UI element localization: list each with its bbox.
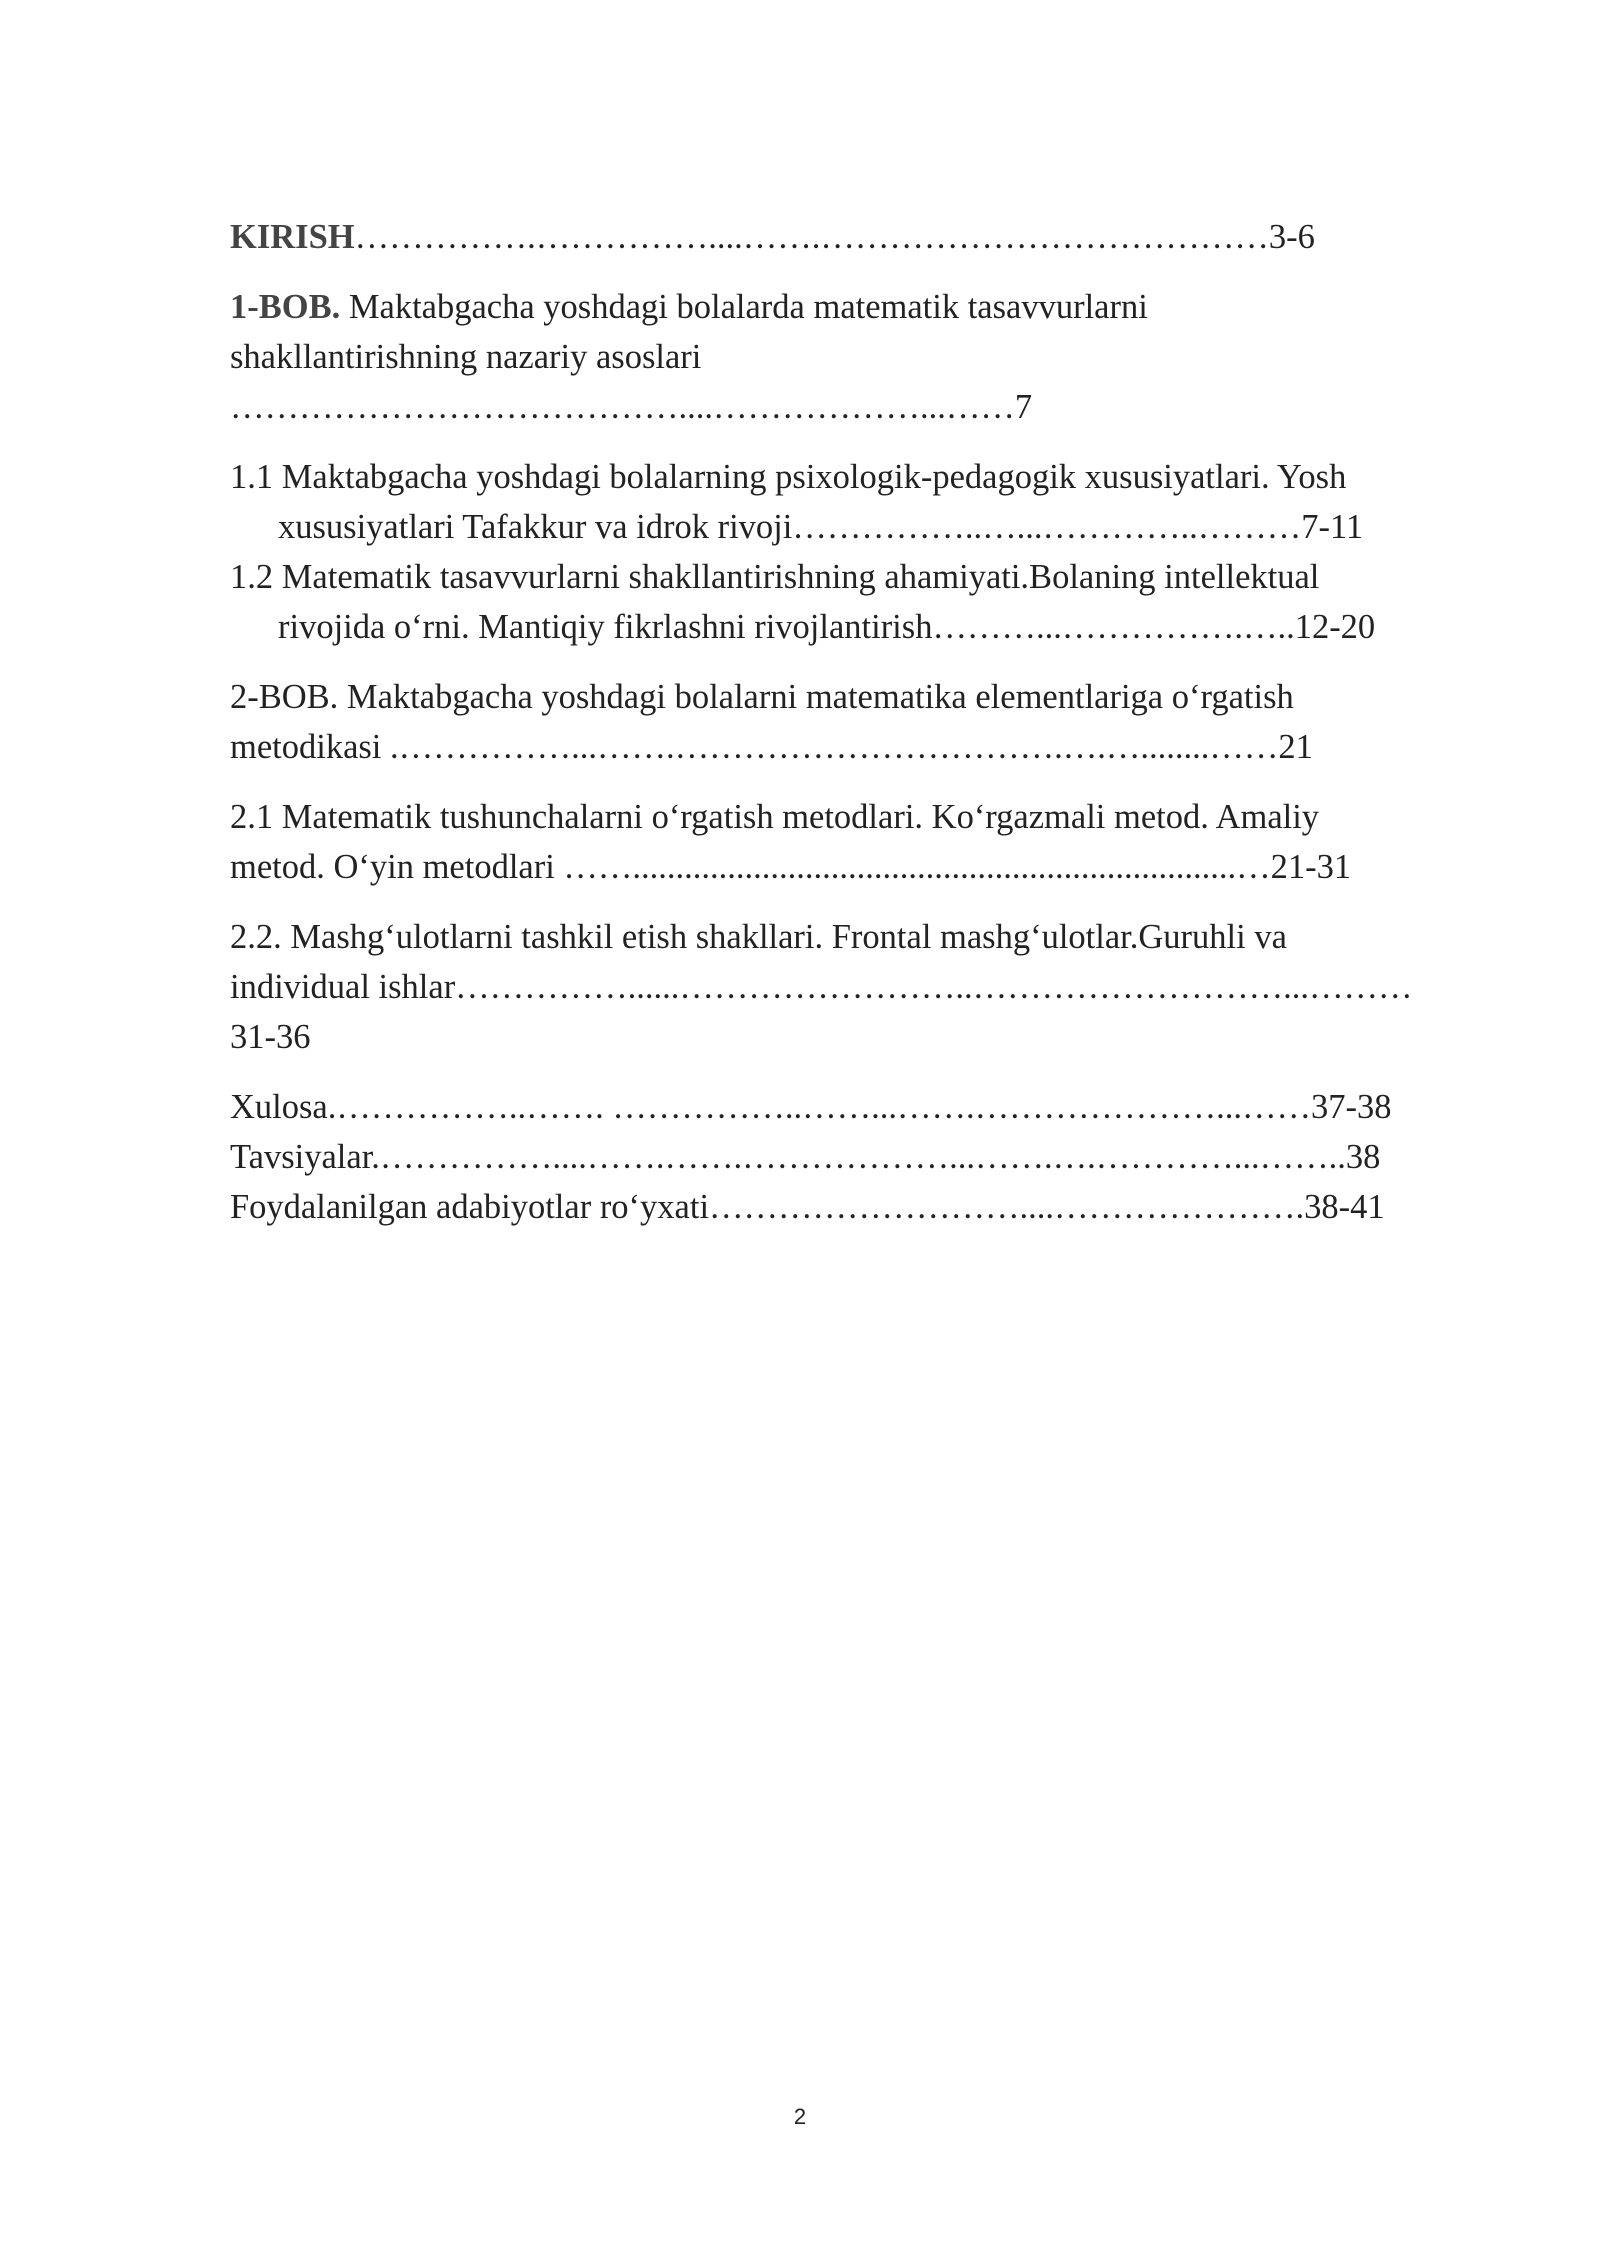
toc-entry-kirish (230, 212, 1490, 262)
toc-bob1-line1 (230, 282, 1490, 332)
toc-entry-2-1 (230, 792, 1490, 892)
toc-bob2-line1: 2-BOB. Maktabgacha yoshdagi bolalarni matematika elementlariga o‘rgatish (230, 678, 1294, 716)
toc-bob1-line3: …………………………………....………………...……7 (230, 388, 1033, 426)
toc-entry-bob1 (230, 282, 1490, 432)
toc-2-2-line2: individual ishlar……………......……………………..………………………...……… (230, 968, 1413, 1006)
toc-tavsiyalar: Tavsiyalar.……………....…….…….………………...…….….…………...……..38 (230, 1138, 1381, 1176)
toc-1-1-line2: xususiyatlari Tafakkur va idrok rivoji……………..…...…………..………7-11 (278, 508, 1364, 546)
toc-1-2-line1: 1.2 Matematik tasavvurlarni shakllantirishning ahamiyati.Bolaning intellektual (230, 558, 1320, 596)
toc-bob2-line2: metodikasi .……………...…….…………………………….….…........……21 (230, 728, 1313, 766)
table-of-contents (230, 212, 1490, 1232)
toc-bob1-line2: shakllantirishning nazariy asoslari (230, 338, 702, 376)
toc-entry-1-1 (230, 452, 1490, 552)
toc-1-2-line2: rivojida o‘rni. Mantiqiy fikrlashni rivojlantirish………...…………….…..12-20 (278, 608, 1376, 646)
toc-kirish-label: KIRISH (230, 218, 355, 256)
toc-bob1-title: Maktabgacha yoshdagi bolalarda matematik tasavvurlarni (340, 288, 1148, 326)
toc-bob1-label: 1-BOB. (230, 288, 341, 326)
toc-2-1-line2: metod. O‘yin metodlari ……......................................................................…21-31 (230, 848, 1352, 886)
toc-entry-closing (230, 1082, 1490, 1232)
toc-entry-1-2 (230, 552, 1490, 652)
toc-foydalanilgan-adabiyotlar: Foydalanilgan adabiyotlar ro‘yxati………………………....………………….38-41 (230, 1188, 1385, 1226)
toc-entry-2-2 (230, 912, 1490, 1062)
page-number: 2 (793, 2104, 807, 2129)
toc-2-1-line1: 2.1 Matematik tushunchalarni o‘rgatish metodlari. Ko‘rgazmali metod. Amaliy (230, 798, 1320, 836)
toc-2-2-line1: 2.2. Mashg‘ulotlarni tashkil etish shakllari. Frontal mashg‘ulotlar.Guruhli va (230, 918, 1287, 956)
toc-1-1-line1: 1.1 Maktabgacha yoshdagi bolalarning psixologik-pedagogik xususiyatlari. Yosh (230, 458, 1347, 496)
toc-2-2-line3: 31-36 (230, 1018, 311, 1056)
toc-xulosa: Xulosa.……………..……. ……………..……...…….…………………...……37-38 (230, 1088, 1392, 1126)
toc-kirish-leader: …………….……………....…….………………………………… (354, 218, 1269, 256)
toc-entry-bob2 (230, 672, 1490, 772)
toc-kirish-page: 3-6 (1268, 218, 1315, 256)
